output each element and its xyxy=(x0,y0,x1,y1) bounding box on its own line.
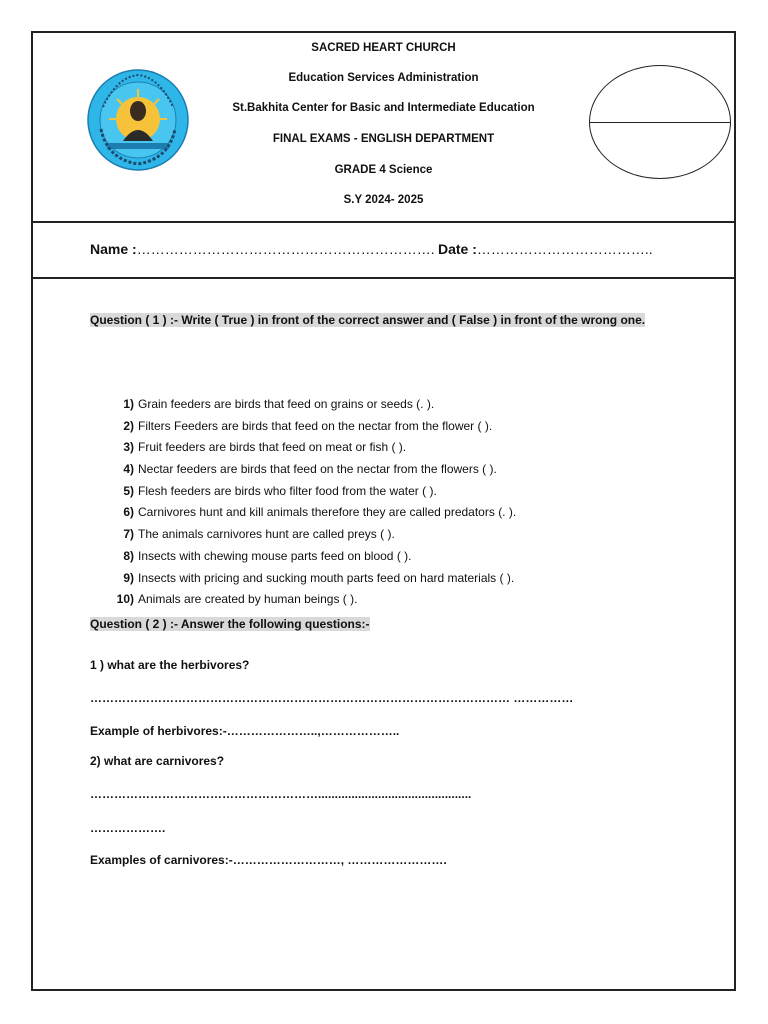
student-info-row xyxy=(33,223,734,279)
carnivores-answer-line-2[interactable]: ………………. xyxy=(90,821,166,835)
list-item[interactable]: 3) Fruit feeders are birds that feed on meat or fish ( ). xyxy=(123,440,407,455)
exam-title: FINAL EXAMS - ENGLISH DEPARTMENT xyxy=(272,133,495,145)
list-item[interactable]: 7) The animals carnivores hunt are called preys ( ). xyxy=(123,527,395,542)
exam-header xyxy=(33,33,734,223)
herbivores-example[interactable]: Example of herbivores:-…………………..,……………….. xyxy=(90,724,400,738)
question-2-text: Question ( 2 ) :- Answer the following questions:- xyxy=(90,617,370,631)
list-item[interactable]: 9) Insects with pricing and sucking mouth parts feed on hard materials ( ). xyxy=(123,570,515,585)
list-item[interactable]: 5) Flesh feeders are birds who filter food from the water ( ). xyxy=(123,483,437,498)
date-label: Date : xyxy=(438,241,477,257)
administration-name: Education Services Administration xyxy=(288,72,479,84)
name-dots: ………………………………………………………. xyxy=(136,241,435,257)
date-dots: ……………………………….. xyxy=(476,241,653,257)
school-seal-icon xyxy=(87,69,189,171)
question-2-heading xyxy=(90,613,370,635)
true-false-list xyxy=(110,394,690,611)
list-item[interactable]: 2) Filters Feeders are birds that feed on the nectar from the flower ( ). xyxy=(123,418,493,433)
date-field[interactable] xyxy=(438,241,653,257)
question-1-text: Question ( 1 ) :- Write ( True ) in front of the correct answer and ( False ) in front of the wrong one. xyxy=(90,313,646,327)
list-item[interactable]: 8) Insects with chewing mouse parts feed on blood ( ). xyxy=(123,548,412,563)
herbivores-question: 1 ) what are the herbivores? xyxy=(90,658,250,672)
church-name: SACRED HEART CHURCH xyxy=(311,42,456,54)
grade-subject: GRADE 4 Science xyxy=(334,164,433,176)
score-circle xyxy=(589,65,731,179)
carnivores-answer-line[interactable]: ………………………………………………….............................................. xyxy=(90,787,472,801)
list-item[interactable]: 6) Carnivores hunt and kill animals therefore they are called predators (. ). xyxy=(123,505,517,520)
herbivores-answer-line[interactable]: …………………………………………………………………………………………… …………… xyxy=(90,691,574,705)
question-1-heading xyxy=(90,309,690,331)
carnivores-example[interactable]: Examples of carnivores:-………………………, ……………………. xyxy=(90,853,447,867)
name-field[interactable] xyxy=(90,241,435,257)
list-item[interactable]: 1) Grain feeders are birds that feed on grains or seeds (. ). xyxy=(123,397,435,411)
exam-page-border xyxy=(31,31,736,991)
school-name: St.Bakhita Center for Basic and Intermediate Education xyxy=(232,102,535,114)
list-item[interactable]: 10) Animals are created by human beings ( ). xyxy=(116,592,358,607)
school-year: S.Y 2024- 2025 xyxy=(343,194,424,206)
score-circle-divider xyxy=(590,122,730,123)
list-item[interactable]: 4) Nectar feeders are birds that feed on the nectar from the flowers ( ). xyxy=(123,462,497,477)
name-label: Name : xyxy=(90,241,137,257)
carnivores-question: 2) what are carnivores? xyxy=(90,754,225,768)
